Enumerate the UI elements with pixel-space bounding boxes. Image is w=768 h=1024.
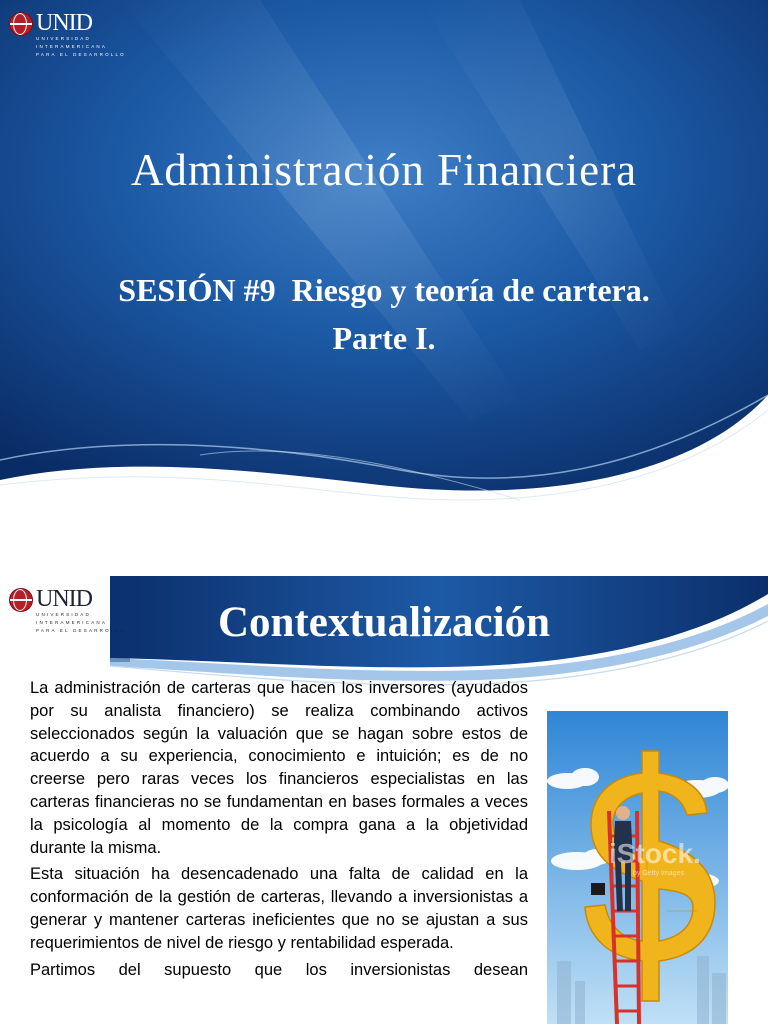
globe-icon	[9, 12, 33, 36]
paragraph-1: La administración de carteras que hacen los inversores (ayudados por su analista financiero) se realiza combinando activos seleccionados según la valuación que se hagan sobre estos de acuerdo a su experiencia, conocimiento e intuición; es de no creerse pero raras veces los financieros especialistas en las carteras financieras no se fundamentan en bases formales a veces la psicología al momento de la compra gana a la objetividad durante la misma.	[30, 679, 528, 857]
content-slide	[0, 576, 768, 1024]
logo-subtitle-1: UNIVERSIDAD	[36, 36, 91, 41]
watermark-subtext: by Getty Images	[633, 870, 684, 877]
slide-title: Administración Financiera	[130, 145, 638, 195]
logo-brand: UNID	[36, 586, 92, 612]
logo-subtitle-1: UNIVERSIDAD	[36, 612, 91, 617]
paragraph-2: Esta situación ha desencadenado una falta de calidad en la conformación de la gestión de carteras, llevando a inversionistas a generar y mantener carteras ineficientes que no se ajustan a sus requerimientos de nivel de riesgo y rentabilidad esperada.	[30, 865, 528, 952]
slide-title: Contextualización	[217, 599, 551, 646]
logo-brand: UNID	[36, 10, 92, 36]
logo-subtitle-3: PARA EL DESARROLLO	[36, 52, 126, 57]
body-text	[30, 677, 528, 985]
unid-logo	[9, 12, 126, 58]
logo-subtitle-3: PARA EL DESARROLLO	[36, 628, 126, 633]
paragraph-3: Partimos del supuesto que los inversionistas desean	[30, 960, 528, 979]
logo-subtitle-2: INTERAMERICANA	[36, 44, 108, 49]
slide-subtitle	[0, 266, 768, 362]
watermark-text: iStock.	[609, 838, 701, 869]
subtitle-line-2: Parte I.	[332, 320, 436, 356]
dollar-ladder-illustration	[547, 711, 728, 1024]
logo-subtitle-2: INTERAMERICANA	[36, 620, 108, 625]
subtitle-line-1: SESIÓN #9 Riesgo y teoría de cartera.	[118, 272, 650, 308]
